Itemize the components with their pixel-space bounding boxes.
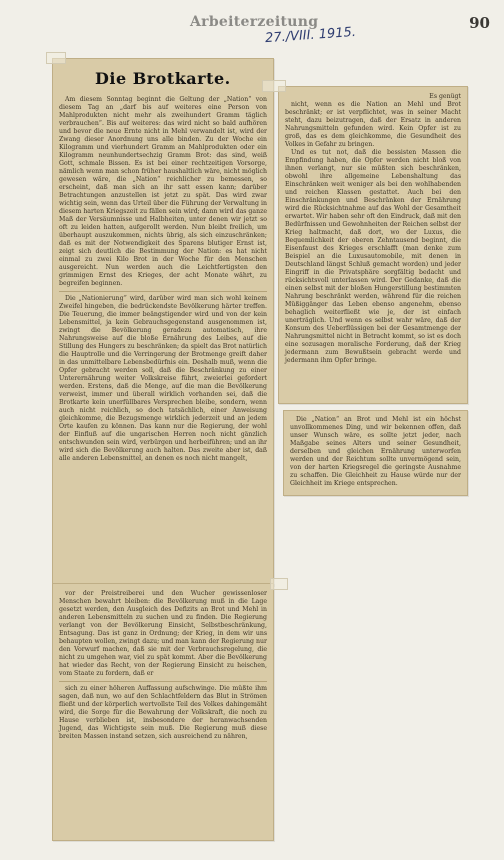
page-header [0,14,504,36]
newspaper-masthead: Arbeiterzeitung [190,14,319,30]
column4-paragraph-2: sich zu einer höheren Auffassung aufschwinge. Die müßte ihm sagen, daß nun, wo auf den Schlachtfeldern das Blut in Strömen fließt und der körperlich wertvollste Teil des Volkes dahingemäht wird, die Sorge für die Bewahrung der Volkskraft, die noch zu Hause verblieben ist, insbesondere der heranwachsenden Jugend, das Wichtigste sein muß. Die Regierung muß diese breiten Massen instand setzen, sich ausreichend zu nähren, [59,685,267,740]
paragraph-divider [59,681,267,682]
column2-paragraph-2: Und es tut not, daß die bessisten Massen die Empfindung haben, die Opfer werden nicht bloß von ihnen verlangt, nur sie müßten sich beschränken, obwohl ihre allgemeine Lebenshaltung das Einschränken weit weniger als bei den wohlhabenden und reichen Klassen gestattet. Auch bei den Einschränkungen und Beschränken der Ernährung wird die Rücksichtnahme auf das Wohl der Gesamtheit erwartet. Wir haben sehr oft den Eindruck, daß mit den Bedürfnissen und Gewohnheiten der Reichen selbst der Krieg haltmacht, daß dort, wo der Luxus, die Bequemlichkeit der oberen Zehntausend beginnt, die Eisenfaust des Krieges erschlafft (man denke zum Beispiel an die Luxusautomobile, mit denen in Deutschland längst Schluß gemacht worden) und jeder Eingriff in die Privatsphäre sorgfältig bedacht und rücksichtsvoll unterlassen wird. Der Gedanke, daß die einen selbst mit der bloßen Hungerstillung bestimmten Nahrung beschränkt werden, während für die reichen Müßiggänger das Leben ebenso angenehm, ebenso behaglich weiterfließt wie je, der ist einfach unerträglich. Und wenn es selbst wahr wäre, daß der Konsum des Ueberflüssigen bei der Gesamtmenge der Nahrungsmittel nicht in Betracht kommt, so ist es doch eine sozusagen moralische Forderung, daß der Krieg jedermann zum Bewußtsein gebracht werde und jedermann ihm Opfer bringe. [285,149,461,364]
handwritten-date: 27./VIII. 1915. [264,24,357,47]
clipping-column-2 [278,86,468,404]
column1-paragraph-1: Am diesem Sonntag beginnt die Geltung der „Nation“ von diesem Tag an „darf bis auf weiteres eine Person von Mahlprodukten nicht mehr als zweihundert Gramm täglich verbrauchen“. Bis auf weiteres: das wird nicht so bald aufhören und bevor die neue Ernte nicht in Mehl verwandelt ist, wird der Zwang dieser Anordnung uns alle binden. Zu der Woche ein Kilogramm und vierhundert Gramm an Mahlprodukten oder ein Kilogramm neunhundertsechzig Gramm Brot: das sind, weiß Gott, schmale Bissen. Es ist bei einer rechtzeitigen Vorsorge, nämlich wenn man schon früher haushaltlich wäre, nicht möglich gewesen wäre, die „Nation“ reichlicher zu bemessen, so erscheint, daß man sich an ihr satt essen kann; darüber Betrachtungen anzustellen ist jetzt zu spät. Das wird zwar wichtig sein, wenn das Urteil über die Führung der Verwaltung in diesem harten Kriegszeit zu fällen sein wird; dann wird das ganze Maß der Versäumnisse und Halbheiten, unter denen wir jetzt so oft zu leiden hatten, aufgerollt werden. Nun bleibt freilich, um überhaupt auszukommen, nichts übrig, als sich einzuschränken; daß es mit der Notwendigkeit des Sparens blutiger Ernst ist, zeigt sich deutlich die Bestimmung der Nation: es hat nicht einmal zu zwei Kilo Brot in der Woche für den Menschen ausgereicht. Nun werden auch die Leichtfertigsten den grimmigen Ernst des Krieges, der acht Monate währt, zu begreifen beginnen. [59,96,267,287]
clipping-column-3 [283,410,468,496]
column4-paragraph-1: vor der Preistreiberei und den Wucher gewissenloser Menschen bewahrt bleiben: die Bevölkerung muß in die Lage gesetzt werden, den Ausgleich des Defizits an Brot und Mehl in anderen Lebensmitteln zu suchen und zu finden. Die Regierung verlangt von der Bevölkerung Einsicht, Selbstbeschränkung, Entsagung. Das ist ganz in Ordnung; der Krieg, in dem wir uns behaupten wollen, zwingt dazu; und man kann der Regierung nur den Vorwurf machen, daß sie mit der Verbrauchsregelung, die nicht zu umgehen war, viel zu spät kommt. Aber die Bevölkerung hat wieder das Recht, von der Regierung Einsicht zu heischen, vom Staate zu fordern, daß er [59,590,267,677]
tape-strip [270,578,288,590]
column2-paragraph-1: nicht, wenn es die Nation an Mehl und Brot beschränkt; er ist verpflichtet, was in seiner Macht steht, dazu beizutragen, daß der Ersatz in anderen Nahrungsmitteln gefunden wird. Kein Opfer ist zu groß, das es dem gleichkomme, die Gesundheit des Volkes in Gefahr zu bringen. [285,101,461,148]
column3-paragraph-1: Die „Nation“ an Brot und Mehl ist ein höchst unvollkommenes Ding, und wir bekennen offen, daß unser Wunsch wäre, es sollte jetzt jeder, nach Maßgabe seines Alters und seiner Gesundheit, derselben und gleichen Ernährung unterworfen werden und der Reichtum sollte unvermögend sein, von der harten Kriegsregel die geringste Ausnahme zu schaffen. Die Gleichheit zu Hause würde nur der Gleichheit im Kriege entsprechen. [290,416,461,487]
clipping-column-1 [52,58,274,586]
tape-strip [262,80,286,92]
page-number: 90 [469,14,490,32]
tape-strip [46,52,66,64]
article-title: Die Brotkarte. [95,69,231,88]
paragraph-divider [59,291,267,292]
column1-paragraph-2: Die „Nationierung“ wird, darüber wird man sich wohl keinem Zweifel hingeben, die bedrückendste Bevölkerung härter treffen. Die Teuerung, die immer beängstigender wird und von der kein Lebensmittel, ja kein Gebrauchsgegenstand ausgenommen ist, zwingt die Bevölkerung geradezu automatisch, ihre Nahrungsweise auf die bloße Ernährung des Leibes, auf die Stillung des Hungers zu beschränken; da spielt das Brot natürlich die Hauptrolle und die Verringerung der Brotmenge greift daher in das unmittelbare Lebensbedürfnis ein. Deshalb muß, wenn die Opfer gebracht werden soll, daß die Beschränkung zu einer Unterernährung weiter Volkskreise führt, zweierlei gefordert werden. Erstens, daß die Menge, auf die man die Bevölkerung verweist, immer und überall wirklich vorhanden sei, daß die Brotkarte kein unerfüllbares Versprechen bleibe, sondern, wenn auch nicht reichlich, so doch tatsächlich, einer Anweisung gleichkomme, die Bezugsmenge wirklich jederzeit und an jedem Orte kaufen zu können. Das kann nur die Regierung, der wohl der Einfluß auf die ungarischen Herren noch nicht gänzlich entschwunden sein wird, verbürgen und herbeiführen; und an ihr wird sich die Bevölkerung auch halten. Das zweite aber ist, daß alle anderen Lebensmittel, an denen es noch nicht mangelt, [59,295,267,462]
clipping-column-4 [52,583,274,841]
column2-note: Es genügt [429,93,461,100]
